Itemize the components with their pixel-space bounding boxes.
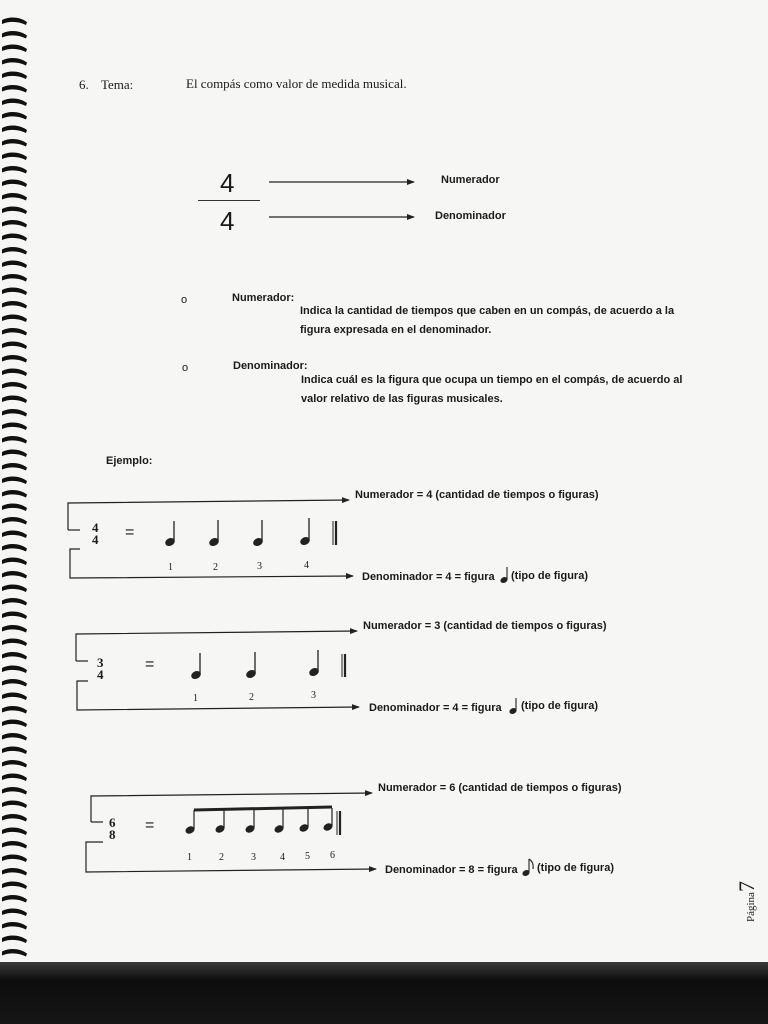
example-2-top-bracket xyxy=(76,631,357,661)
example-2-beat-3: 3 xyxy=(311,690,316,701)
example-1-notes xyxy=(165,518,336,547)
example-1-beat-3: 3 xyxy=(257,561,262,572)
example-3-time-bottom: 8 xyxy=(109,827,116,842)
example-1-time-top: 4 xyxy=(92,520,99,535)
example-2-beat-1: 1 xyxy=(193,693,198,704)
denominator-label: Denominador xyxy=(435,210,506,222)
example-1-equals: = xyxy=(125,524,135,541)
example-1-numerator-text: Numerador = 4 (cantidad de tiempos o figuras) xyxy=(355,489,599,501)
example-3-denominator-suffix: (tipo de figura) xyxy=(537,862,614,874)
topic-number: 6. xyxy=(79,77,89,92)
bullet-denominador: o xyxy=(182,362,189,374)
example-1-beat-4: 4 xyxy=(304,560,309,571)
example-1-beat-2: 2 xyxy=(213,562,218,573)
example-3-beat-2: 2 xyxy=(219,852,224,863)
example-2-beat-2: 2 xyxy=(249,692,254,703)
page-number xyxy=(706,870,759,930)
example-label: Ejemplo: xyxy=(106,455,153,467)
def-denominador-line2: valor relativo de las figuras musicales. xyxy=(301,393,503,405)
example-1-beat-1: 1 xyxy=(168,562,173,573)
page-bottom-edge xyxy=(0,962,768,1024)
example-3-numerator-text: Numerador = 6 (cantidad de tiempos o figuras) xyxy=(378,782,622,794)
example-2-bottom-bracket xyxy=(77,681,359,710)
example-2-notes xyxy=(191,650,345,680)
def-numerador-line1: Indica la cantidad de tiempos que caben en un compás, de acuerdo a la xyxy=(300,305,675,317)
def-denominador-line1: Indica cuál es la figura que ocupa un tiempo en el compás, de acuerdo al xyxy=(301,374,683,386)
topic-title: El compás como valor de medida musical. xyxy=(186,76,407,91)
example-2-denominator-suffix: (tipo de figura) xyxy=(521,700,598,712)
example-1-top-bracket xyxy=(68,500,349,530)
example-2-equals: = xyxy=(145,656,155,673)
example-3-equals: = xyxy=(145,817,155,834)
example-3-beat-3: 3 xyxy=(251,852,256,863)
example-3-figure-icon xyxy=(522,859,533,876)
example-3-bottom-bracket xyxy=(86,842,376,872)
example-2-denominator-prefix: Denominador = 4 = figura xyxy=(369,702,502,714)
example-3-denominator-prefix: Denominador = 8 = figura xyxy=(385,864,518,876)
example-3-beat-1: 1 xyxy=(187,852,192,863)
example-1-denominator-suffix: (tipo de figura) xyxy=(511,570,588,582)
example-2-time-top: 3 xyxy=(97,655,104,670)
example-1-time-bottom: 4 xyxy=(92,532,99,547)
term-denominador: Denominador: xyxy=(233,360,308,372)
example-2-time-bottom: 4 xyxy=(97,667,104,682)
bullet-numerador: o xyxy=(181,294,188,306)
example-1-denominator-prefix: Denominador = 4 = figura xyxy=(362,571,495,583)
example-3-beat-5: 5 xyxy=(305,851,310,862)
topic-label: Tema: xyxy=(101,77,134,92)
example-2-figure-icon xyxy=(509,698,517,714)
numerator-label: Numerador xyxy=(441,174,500,186)
fraction-numerator: 4 xyxy=(220,168,235,198)
example-1-figure-icon xyxy=(500,567,508,583)
page-number-label: Página xyxy=(745,892,757,922)
fraction-denominator: 4 xyxy=(220,206,235,236)
term-numerador: Numerador: xyxy=(232,292,295,304)
example-1-bottom-bracket xyxy=(70,549,353,578)
example-3-eighth-notes xyxy=(185,807,340,835)
example-3-beat-4: 4 xyxy=(280,852,285,863)
example-2-numerator-text: Numerador = 3 (cantidad de tiempos o figuras) xyxy=(363,620,607,632)
example-3-beat-6: 6 xyxy=(330,850,335,861)
page-number-value: 7 xyxy=(734,881,759,893)
example-3-time-top: 6 xyxy=(109,815,116,830)
def-numerador-line2: figura expresada en el denominador. xyxy=(300,324,492,336)
